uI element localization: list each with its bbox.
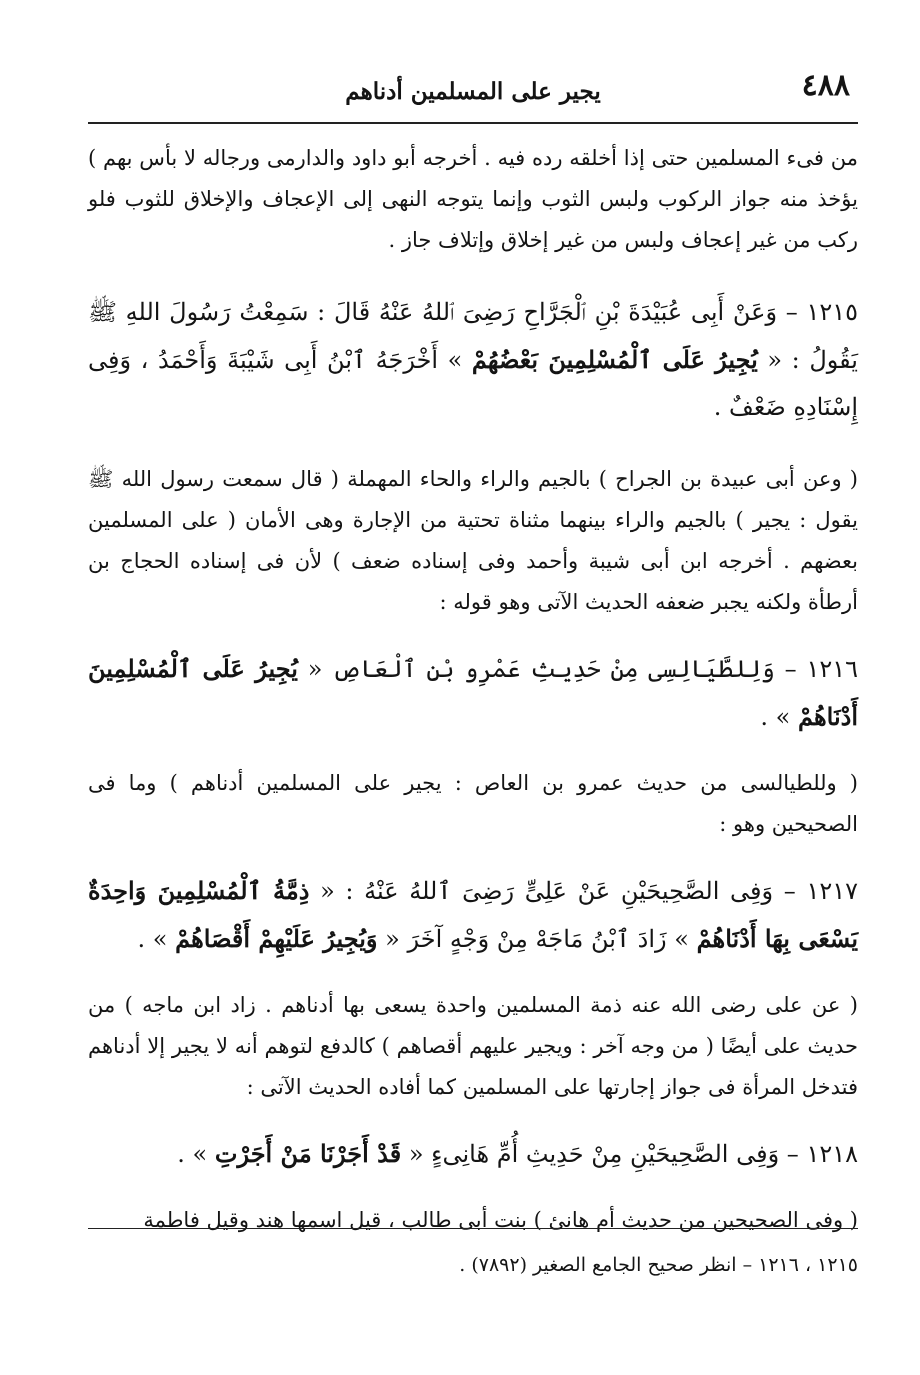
hadith-1217: ١٢١٧ – وَفِى الصَّحِيحَيْنِ عَنْ عَلِىٍّ رَضِىَ ٱللهُ عَنْهُ : « ذِمَّةُ ٱلْمُسْلِمِينَ وَاحِدَةٌ يَسْعَى بِهَا أَدْنَاهُمْ » زَادَ ٱبْنُ مَاجَهْ مِنْ وَجْهٍ آخَرَ « وَيُجِيرُ عَلَيْهِمْ أَقْصَاهُمْ » . (88, 876, 858, 953)
commentary-paragraph: ( وللطيالسى من حديث عمرو بن العاص : يجير على المسلمين أدناهم ) وما فى الصحيحين وهو : (88, 771, 858, 836)
page-body (88, 138, 858, 1241)
hadith-1215: ١٢١٥ – وَعَنْ أَبِى عُبَيْدَةَ بْنِ ٱلْجَرَّاحِ رَضِىَ ٱللهُ عَنْهُ قَالَ : سَمِعْتُ رَسُولَ اللهِ ﷺ يَقُولُ : « يُجِيرُ عَلَى ٱلْمُسْلِمِينَ بَعْضُهُمْ » أَخْرَجَهُ ٱبْنُ أَبِى شَيْبَةَ وَأَحْمَدُ ، وَفِى إِسْنَادِهِ ضَعْفٌ . (88, 298, 858, 421)
running-title: يجير على المسلمين أدناهم (345, 78, 601, 105)
page-header (88, 62, 858, 120)
commentary-paragraph: ( عن على رضى الله عنه ذمة المسلمين واحدة يسعى بها أدناهم . زاد ابن ماجه ) من حديث على أيضًا ( من وجه آخر : ويجير عليهم أقصاهم ) كالدفع لتوهم أنه لا يجير إلا أدناهم فتدخل المرأة فى جواز إجارتها على المسلمين كما أفاده الحديث الآتى : (88, 993, 858, 1099)
footnote-rule (88, 1228, 858, 1229)
commentary-paragraph: ( وفى الصحيحين من حديث أم هانئ ) بنت أبى طالب ، قيل اسمها هند وقيل فاطمة (143, 1208, 858, 1232)
hadith-quote: وَيُجِيرُ عَلَيْهِمْ أَقْصَاهُمْ (175, 924, 378, 953)
hadith-quote: يُجِيرُ عَلَى ٱلْمُسْلِمِينَ بَعْضُهُمْ (471, 345, 758, 374)
hadith-quote: قَدْ أَجَرْنَا مَنْ أَجَرْتِ (214, 1139, 402, 1168)
hadith-1218: ١٢١٨ – وَفِى الصَّحِيحَيْنِ مِنْ حَدِيثِ أُمِّ هَانِىءٍ « قَدْ أَجَرْنَا مَنْ أَجَرْتِ » . (177, 1139, 858, 1168)
hadith-quote: ذِمَّةُ ٱلْمُسْلِمِينَ وَاحِدَةٌ يَسْعَى بِهَا أَدْنَاهُمْ (88, 876, 858, 953)
commentary-paragraph: من فىء المسلمين حتى إذا أخلقه رده فيه . أخرجه أبو داود والدارمى ورجاله لا بأس بهم ) يؤخذ منه جواز الركوب ولبس الثوب وإنما يتوجه النهى إلى الإعجاف والإخلاق للثوب فلو ركب من غير إعجاف ولبس من غير إخلاق وإتلاف جاز . (88, 146, 858, 252)
hadith-1216: ١٢١٦ – وَلِلطَّيَالِسِى مِنْ حَدِيثِ عَمْرِو بْنِ ٱلْعَاصِ « يُجِيرُ عَلَى ٱلْمُسْلِمِينَ أَدْنَاهُمْ » . (88, 654, 858, 731)
footnote: ١٢١٥ ، ١٢١٦ – انظر صحيح الجامع الصغير (٧٨٩٢) . (459, 1254, 858, 1276)
commentary-paragraph: ( وعن أبى عبيدة بن الجراح ) بالجيم والراء والحاء المهملة ( قال سمعت رسول الله ﷺ يقول : يجير ) بالجيم والراء بينهما مثناة تحتية من الإجارة وهى الأمان ( على المسلمين بعضهم . أخرجه ابن أبى شيبة وأحمد وفى إسناده ضعف ) لأن فى إسناده الحجاج بن أرطأة ولكنه يجبر ضعفه الحديث الآتى وهو قوله : (88, 467, 858, 614)
header-rule (88, 122, 858, 124)
page-number: ٤٨٨ (801, 68, 850, 103)
hadith-quote: يُجِيرُ عَلَى ٱلْمُسْلِمِينَ أَدْنَاهُمْ (88, 654, 858, 731)
